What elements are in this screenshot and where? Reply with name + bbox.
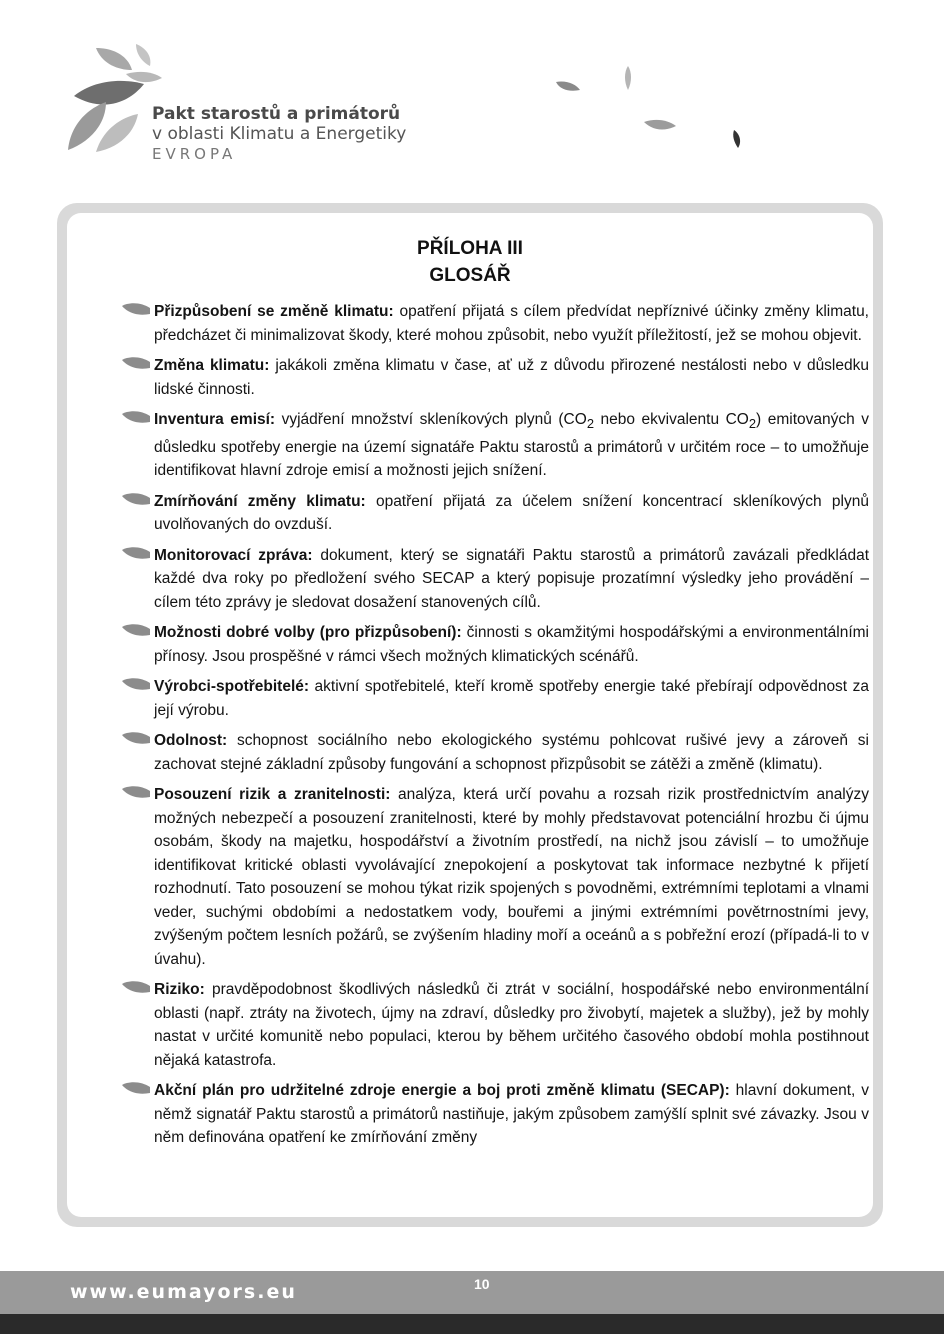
glossary-definition-part: vyjádření množství skleníkových plynů (CO (275, 411, 587, 428)
glossary-term: Změna klimatu: (154, 357, 270, 374)
leaf-bullet-icon (121, 980, 151, 994)
glossary-title: GLOSÁŘ (429, 265, 511, 286)
glossary-entry (121, 1079, 869, 1150)
logo (66, 40, 426, 180)
leaf-bullet-icon (121, 677, 151, 691)
glossary-definition: analýza, která určí povahu a rozsah rizik prostřednictvím analýzy možných nebezpečí a posouzení zranitelnosti, které by mohly představovat potenciální hrozbu či újmu osobám, škody na majetku, hospodářství a životním prostředí, na nichž jsou závislí – to umožňuje identifikovat kritické oblasti vyvolávající znepokojení a poskytovat tak informace nezbytné k přijetí rozhodnutí. Tato posouzení se mohou týkat rizik spojených s povodněmi, extrémními teplotami a vlnami veder, suchými obdobími a nedostatkem vody, bouřemi a jinými extrémními povětrnostními jevy, zvýšeným počtem lesních požárů, se zvýšením hladiny moří a oceánů a s pobřežní erozí (případá-li to v úvahu). (154, 786, 870, 968)
glossary-entry (121, 978, 869, 1072)
subscript: 2 (586, 416, 594, 432)
glossary-entry (121, 621, 869, 668)
logo-region: EVROPA (152, 145, 237, 164)
glossary-term: Odolnost: (154, 732, 228, 750)
leaf-bullet-icon (121, 410, 151, 424)
leaf-logo-icon (66, 40, 166, 160)
glossary-definition: schopnost sociálního nebo ekologického systému pohlcovat rušivé jevy a zároveň si zachovat stejné základní způsoby fungování a schopnost přizpůsobit se zátěži a změně (klimatu). (154, 732, 869, 773)
glossary-term: Možnosti dobré volby (pro přizpůsobení): (154, 624, 462, 642)
decorative-leaves-icon (548, 60, 758, 160)
glossary-entry (121, 783, 869, 971)
glossary-term: Přizpůsobení se změně klimatu: (154, 303, 394, 320)
glossary-term: Posouzení rizik a zranitelnosti: (154, 786, 391, 804)
glossary-entry (121, 544, 869, 615)
leaf-bullet-icon (121, 302, 151, 316)
glossary-entry (121, 490, 869, 537)
glossary-definition: aktivní spotřebitelé, kteří kromě spotřeby energie také přebírají odpovědnost za její výrobu. (154, 678, 869, 719)
leaf-bullet-icon (121, 492, 151, 506)
leaf-bullet-icon (121, 785, 151, 799)
glossary-definition: opatření přijatá s cílem předvídat nepříznivé účinky změny klimatu, předcházet či minimalizovat škody, které mohou způsobit, nebo využít příležitostí, jež se mohou objevit. (154, 303, 869, 344)
glossary-definition: pravděpodobnost škodlivých následků či ztrát v sociální, hospodářské nebo environmentální oblasti (např. ztráty na životech, újmy na zdraví, důsledky pro živobytí, majetek a služby), jež by mohly nastat v určité komunitě nebo populaci, kterou by během určitého časového období mohla postihnout nějaká katastrofa. (154, 981, 869, 1069)
content-card (67, 213, 873, 1217)
leaf-bullet-icon (121, 356, 151, 370)
glossary-term: Akční plán pro udržitelné zdroje energie a boj proti změně klimatu (SECAP): (154, 1082, 730, 1100)
footer-bar (0, 1271, 944, 1314)
glossary-entry (121, 354, 869, 401)
leaf-bullet-icon (121, 623, 151, 637)
glossary-term: Výrobci-spotřebitelé: (154, 678, 310, 696)
annex-title: PŘÍLOHA III (417, 238, 523, 259)
glossary-definition-part: nebo ekvivalentu CO (594, 411, 749, 428)
leaf-bullet-icon (121, 546, 151, 560)
glossary-entry (121, 408, 869, 483)
glossary-term: Riziko: (154, 981, 205, 999)
logo-subtitle: v oblasti Klimatu a Energetiky (152, 124, 407, 145)
glossary-definition: hlavní dokument, v němž signatář Paktu starostů a primátorů nastiňuje, jakým způsobem zamýšlí splnit své závazky. Jsou v něm definována opatření ke zmírňování změny (154, 1082, 869, 1147)
glossary-term: Monitorovací zpráva: (154, 546, 313, 564)
glossary-definition: činnosti s okamžitými hospodářskými a environmentálními přínosy. Jsou prospěšné v rámci všech možných klimatických scénářů. (154, 624, 869, 665)
page-number: 10 (474, 1276, 490, 1292)
glossary-definition-part: ) emitovaných v důsledku spotřeby energie na území signatáře Paktu starostů a primátorů v určitém roce – to umožňuje identifikovat hlavní zdroje emisí a možnosti jejich snížení. (154, 411, 869, 480)
glossary-list (121, 300, 869, 1157)
glossary-entry (121, 675, 869, 722)
glossary-term: Zmírňování změny klimatu: (154, 492, 366, 510)
content-frame (57, 203, 883, 1227)
leaf-bullet-icon (121, 1081, 151, 1095)
glossary-definition: jakákoli změna klimatu v čase, ať už z důvodu přirozené nestálosti nebo v důsledku lidské činnosti. (154, 357, 869, 398)
website-link[interactable]: www.eumayors.eu (70, 1281, 297, 1303)
footer-strip (0, 1314, 944, 1334)
subscript: 2 (748, 416, 757, 432)
glossary-definition: opatření přijatá za účelem snížení koncentrací skleníkových plynů uvolňovaných do ovzduší. (154, 492, 869, 534)
page-heading (67, 235, 873, 289)
glossary-term: Inventura emisí: (154, 411, 276, 428)
logo-title: Pakt starostů a primátorů (152, 104, 401, 124)
leaf-bullet-icon (121, 731, 151, 745)
glossary-entry (121, 729, 869, 776)
glossary-entry (121, 300, 869, 347)
glossary-definition: dokument, který se signatáři Paktu starostů a primátorů zavázali předkládat každé dva roky po předložení svého SECAP a který popisuje prozatímní výsledky jeho provádění – cílem této zprávy je sledovat dosažení stanovených cílů. (154, 546, 870, 611)
